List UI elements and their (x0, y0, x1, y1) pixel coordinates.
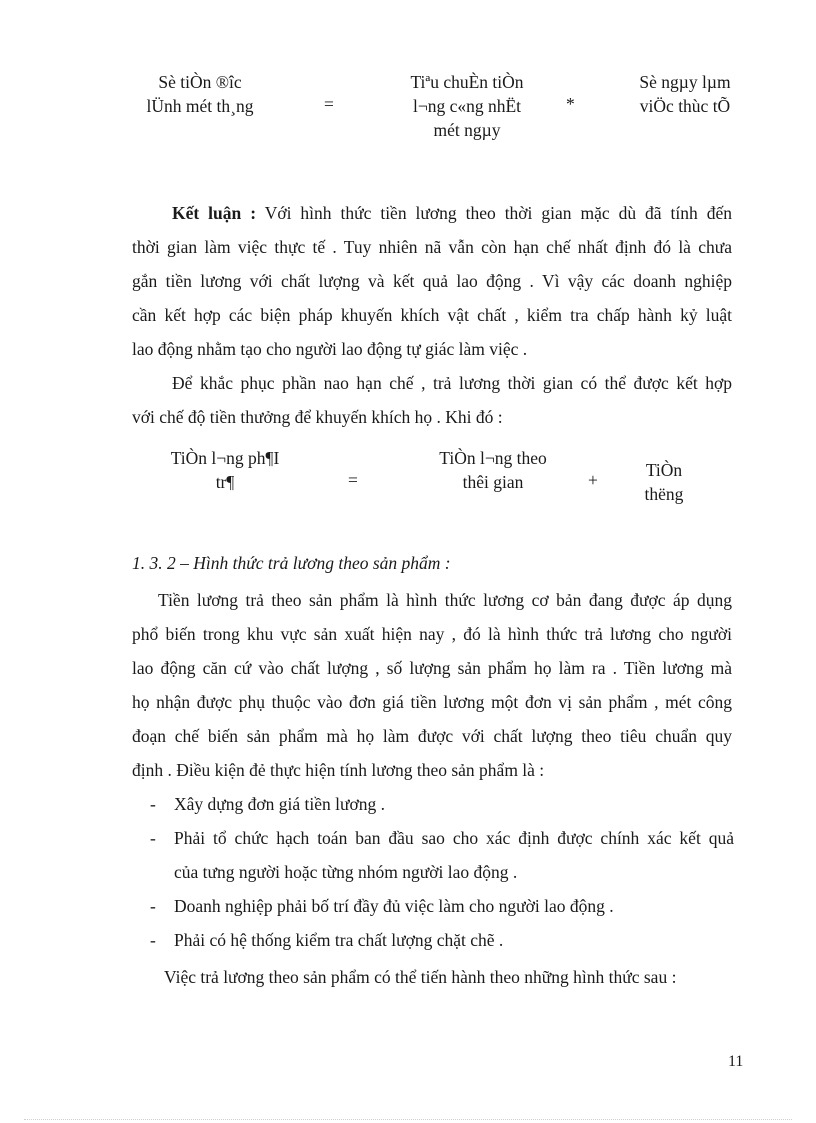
conclusion-line: gắn tiền lương với chất lượng và kết quả lao động . Vì vậy các doanh nghiệp (132, 271, 732, 291)
formula2-right (626, 458, 702, 506)
formula1-multiply: * (566, 94, 575, 114)
formula2-left (150, 446, 300, 494)
bullet-item (174, 787, 734, 821)
section-line: họ nhận được phụ thuộc vào đơn giá tiền lương một đơn vị sản phẩm , mét công (132, 692, 732, 712)
bullet-item-line: Xây dựng đơn giá tiền lương . (174, 794, 385, 814)
section-line: đoạn chế biến sản phẩm mà họ làm được với chất lượng theo tiêu chuẩn quy (132, 726, 732, 746)
bullet-item (174, 923, 734, 957)
formula1-right-line: viÖc thùc tÕ (639, 96, 731, 116)
formula1-middle-line: l¬ng c«ng nhËt (412, 96, 522, 116)
formula1-middle-line: Tiªu chuÈn tiÒn (410, 72, 524, 92)
formula2-right-line: TiÒn (645, 460, 683, 480)
section-line: phổ biến trong khu vực sản xuất hiện nay , đó là hình thức trả lương cho người (132, 624, 732, 644)
formula2-equals: = (348, 470, 358, 490)
conclusion-line: thời gian làm việc thực tế . Tuy nhiên nã vẫn còn hạn chế nhất định đó là chưa (132, 237, 732, 257)
formula1-right-line: Sè ngµy lµm (639, 72, 731, 92)
formula2-middle-line: TiÒn l¬ng theo (439, 448, 547, 468)
overcome-line: Để khắc phục phần nao hạn chế , trả lương thời gian có thể được kết hợp (172, 373, 732, 393)
conclusion-label: Kết luận : (172, 203, 257, 223)
formula1-left (130, 70, 270, 118)
formula1-middle (382, 70, 552, 142)
section-line: Tiền lương trả theo sản phẩm là hình thức lương cơ bản đang được áp dụng (158, 590, 732, 610)
conclusion-line: cần kết hợp các biện pháp khuyến khích vật chất , kiểm tra chấp hành kỷ luật (132, 305, 732, 325)
overcome-line: với chế độ tiền thưởng để khuyến khích họ . Khi đó : (132, 407, 503, 427)
formula2-left-line: tr¶ (215, 472, 235, 492)
bullet-item-line: Phải có hệ thống kiểm tra chất lượng chặt chẽ . (174, 930, 504, 950)
closing-sentence: Việc trả lương theo sản phẩm có thể tiến hành theo những hình thức sau : (164, 967, 677, 987)
bullet-item-line: Doanh nghiệp phải bố trí đầy đủ việc làm cho người lao động . (174, 896, 614, 916)
conclusion-line: Với hình thức tiền lương theo thời gian mặc dù đã tính đến (264, 203, 732, 223)
conclusion-line: lao động nhằm tạo cho người lao động tự giác làm việc . (132, 339, 528, 359)
formula2-middle-line: thêi gian (462, 472, 524, 492)
formula1-left-line: lÜnh mét th¸ng (146, 96, 254, 116)
formula2-plus: + (588, 470, 598, 490)
formula2-left-line: TiÒn l¬ng ph¶I (170, 448, 280, 468)
formula2-right-line: thëng (644, 484, 684, 504)
page-bottom-divider (24, 1119, 792, 1120)
overcome-paragraph (132, 366, 732, 434)
section-paragraph (132, 583, 732, 787)
bullet-dash: - (150, 896, 156, 916)
section-heading: 1. 3. 2 – Hình thức trả lương theo sản phẩm : (132, 553, 451, 573)
bullet-item (174, 821, 734, 889)
bullet-item (174, 889, 734, 923)
bullet-dash: - (150, 794, 156, 814)
formula1-left-line: Sè tiÒn ®îc (158, 72, 242, 92)
section-line: định . Điều kiện đẻ thực hiện tính lương theo sản phẩm là : (132, 760, 545, 780)
formula1-middle-line: mét ngµy (433, 120, 501, 140)
section-line: lao động căn cứ vào chất lượng , số lượng sản phẩm họ làm ra . Tiền lương mà (132, 658, 732, 678)
page-number: 11 (728, 1053, 744, 1070)
formula1-equals: = (324, 94, 334, 114)
bullet-item-line: của tưng người hoặc từng nhóm người lao động . (174, 862, 518, 882)
conclusion-paragraph (132, 196, 732, 366)
bullet-item-line: Phải tổ chức hạch toán ban đầu sao cho xác định được chính xác kết quả (174, 828, 734, 848)
formula2-middle (418, 446, 568, 494)
formula1-right (620, 70, 750, 118)
conclusion-first-line (132, 196, 732, 230)
bullet-dash: - (150, 930, 156, 950)
bullet-dash: - (150, 828, 156, 848)
